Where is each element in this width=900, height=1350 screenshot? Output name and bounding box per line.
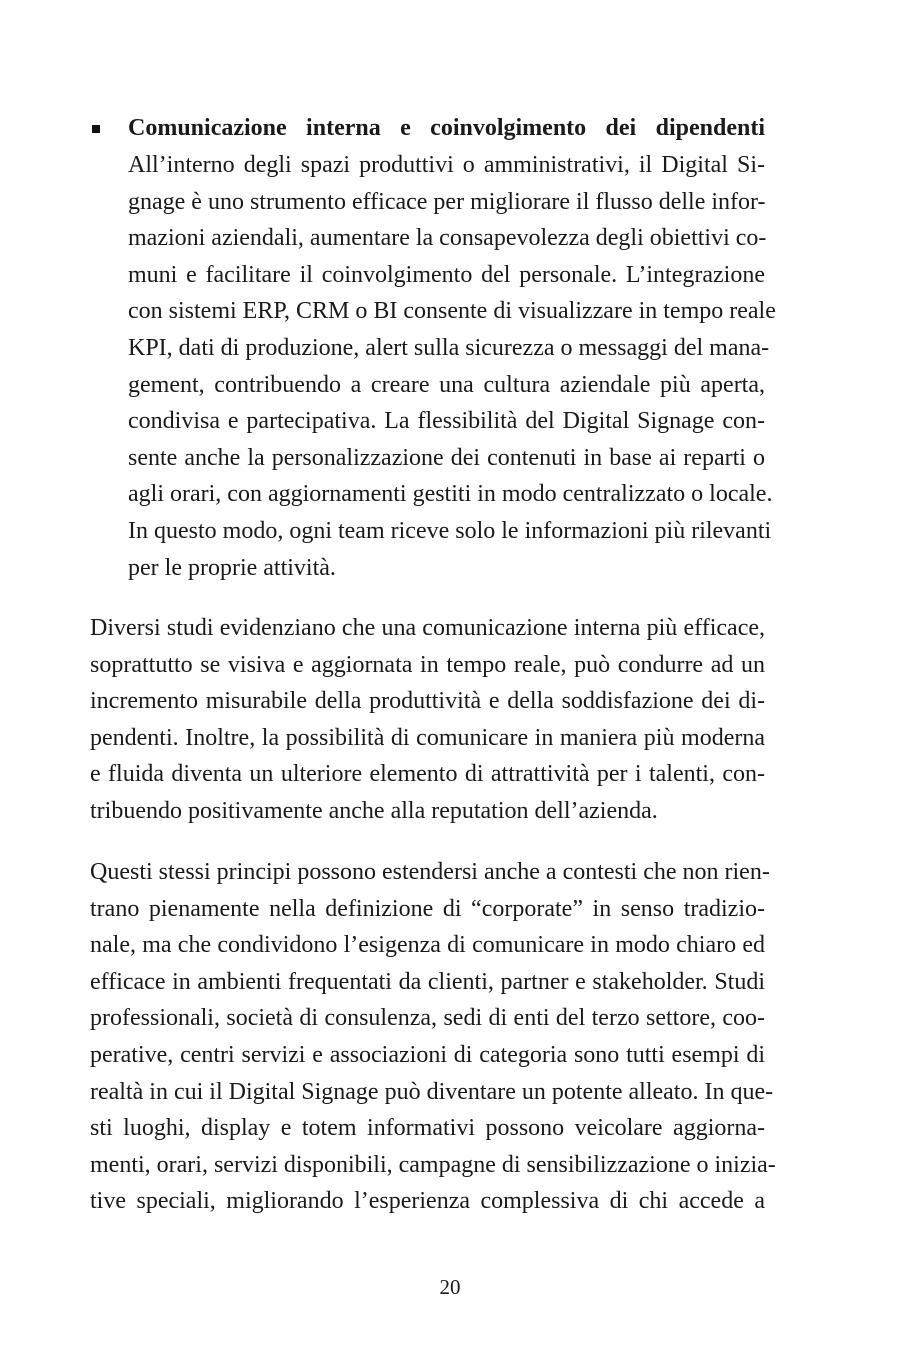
page-number: 20 — [439, 1275, 461, 1299]
paragraph-line: incremento misurabile della produttività e della soddisfazione dei di- — [90, 688, 765, 715]
paragraph-line: tribuendo positivamente anche alla reputation dell’azienda. — [90, 798, 658, 824]
paragraph-line: Diversi studi evidenziano che una comunicazione interna più efficace, — [90, 615, 765, 641]
bullet-text-line: All’interno degli spazi produttivi o amministrativi, il Digital Si- — [128, 152, 765, 178]
bullet-text-line: con sistemi ERP, CRM o BI consente di visualizzare in tempo reale — [128, 298, 776, 325]
bullet-text-line: per le proprie attività. — [128, 554, 336, 581]
paragraph-line: e fluida diventa un ulteriore elemento di attrattività per i talenti, con- — [90, 761, 765, 788]
paragraph-line: Questi stessi principi possono estendersi anche a contesti che non rien- — [90, 859, 770, 885]
paragraph-line: tive speciali, migliorando l’esperienza complessiva di chi accede a — [90, 1188, 765, 1215]
bullet-text-line: condivisa e partecipativa. La flessibilità del Digital Signage con- — [128, 408, 765, 435]
square-bullet-icon — [92, 125, 100, 133]
paragraph-line: perative, centri servizi e associazioni di categoria sono tutti esempi di — [90, 1042, 765, 1068]
paragraph-line: pendenti. Inoltre, la possibilità di comunicare in maniera più moderna — [90, 724, 765, 751]
paragraph-line: menti, orari, servizi disponibili, campagne di sensibilizzazione o inizia- — [90, 1151, 776, 1178]
paragraph-line: efficace in ambienti frequentati da clienti, partner e stakeholder. Studi — [90, 968, 765, 995]
bullet-text-line: muni e facilitare il coinvolgimento del personale. L’integrazione — [128, 261, 765, 288]
paragraph-line: nale, ma che condividono l’esigenza di comunicare in modo chiaro ed — [90, 932, 765, 959]
paragraph-line: soprattutto se visiva e aggiornata in tempo reale, può condurre ad un — [90, 651, 765, 678]
bullet-text-line: agli orari, con aggiornamenti gestiti in modo centralizzato o locale. — [128, 481, 773, 508]
paragraph-line: sti luoghi, display e totem informativi possono veicolare aggiorna- — [90, 1115, 765, 1142]
bullet-text-line: mazioni aziendali, aumentare la consapevolezza degli obiettivi co- — [128, 225, 767, 252]
paragraph-line: professionali, società di consulenza, sedi di enti del terzo settore, coo- — [90, 1005, 765, 1032]
bullet-text-line: sente anche la personalizzazione dei contenuti in base ai reparti o — [128, 444, 765, 471]
bullet-heading: Comunicazione interna e coinvolgimento dei dipendenti — [128, 115, 765, 141]
bullet-text-line: gement, contribuendo a creare una cultura aziendale più aperta, — [128, 371, 765, 398]
bullet-text-line: KPI, dati di produzione, alert sulla sicurezza o messaggi del mana- — [128, 335, 770, 361]
paragraph-line: trano pienamente nella definizione di “corporate” in senso tradizio- — [90, 895, 765, 922]
bullet-text-line: In questo modo, ogni team riceve solo le informazioni più rilevanti — [128, 518, 772, 544]
paragraph-line: realtà in cui il Digital Signage può diventare un potente alleato. In que- — [90, 1078, 774, 1105]
bullet-text-line: gnage è uno strumento efficace per migliorare il flusso delle infor- — [128, 188, 766, 215]
